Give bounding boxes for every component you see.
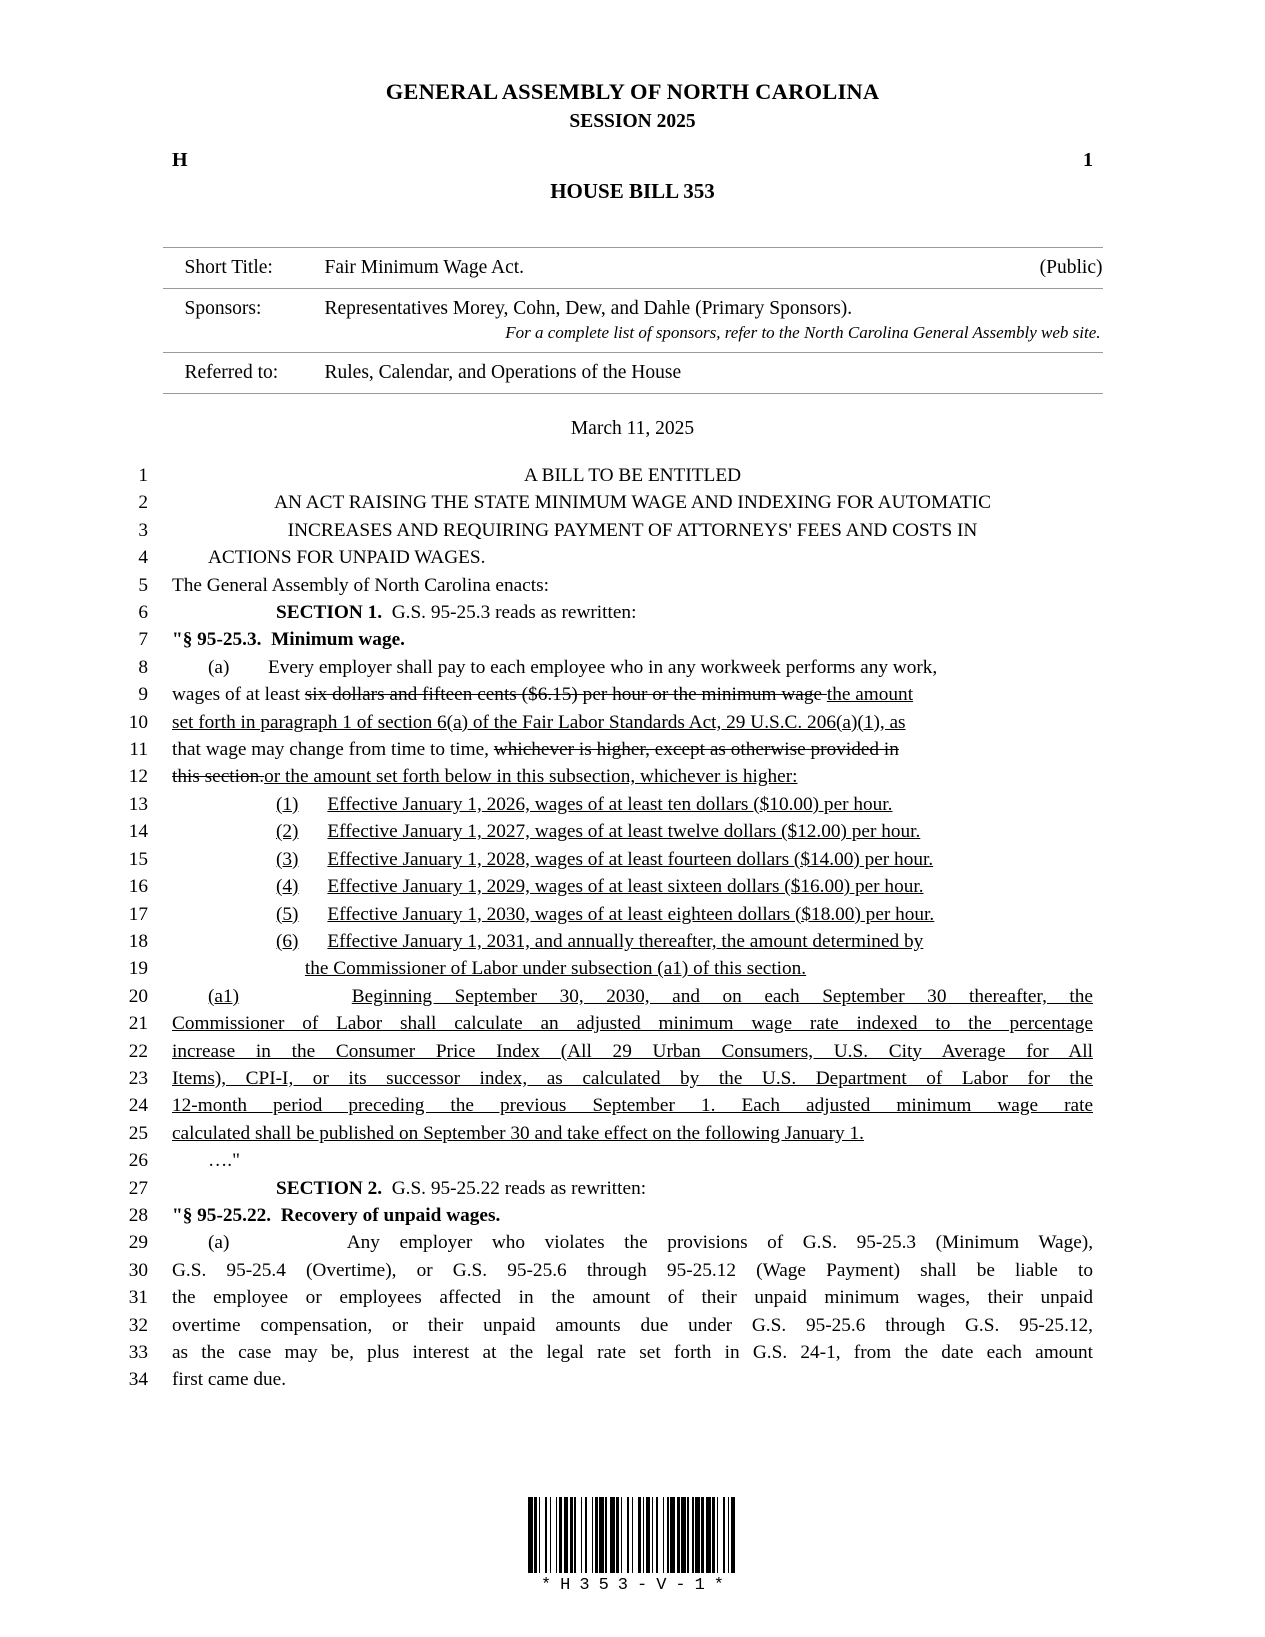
subsection-a1-text: Beginning September 30, 2030, and on each September 30 thereafter, the [351, 985, 1093, 1007]
bill-line [0, 517, 1265, 544]
bill-line [0, 1284, 1265, 1311]
sponsors-note: For a complete list of sponsors, refer to the North Carolina General Assembly web site. [505, 323, 1101, 343]
subsection-a1-text: calculated shall be published on September 30 and take effect on the following January 1. [172, 1122, 864, 1144]
subsection-a1-text: increase in the Consumer Price Index (All 29 Urban Consumers, U.S. City Average for All [172, 1040, 1093, 1062]
session-title: SESSION 2025 [569, 110, 696, 132]
public-badge: (Public) [1039, 257, 1103, 279]
subdivision-marker: (4) [276, 876, 299, 898]
sponsors-label: Sponsors: [184, 298, 262, 320]
recovery-subsection-a-text: as the case may be, plus interest at the legal rate set forth in G.S. 24-1, from the date each amount [172, 1342, 1093, 1364]
subdivision-marker: (1) [276, 793, 299, 815]
amended-text-line [172, 763, 1093, 790]
subdivision-text: Effective January 1, 2028, wages of at least fourteen dollars ($14.00) per hour. [327, 848, 934, 870]
bill-line [0, 1202, 1265, 1229]
line-number: 7 [138, 629, 148, 651]
bill-line [0, 928, 1265, 955]
barcode-image [528, 1497, 737, 1573]
amended-text-line [172, 736, 1093, 763]
line-number: 21 [128, 1013, 148, 1035]
bill-line [0, 983, 1265, 1010]
retained-text: wages of at least [172, 684, 305, 706]
line-number: 18 [128, 930, 148, 952]
line-number: 10 [128, 711, 148, 733]
line-number: 27 [128, 1177, 148, 1199]
line-number: 2 [138, 492, 148, 514]
subsection-a-line [172, 654, 1093, 681]
bill-line [0, 1229, 1265, 1256]
bill-body [0, 462, 1265, 1394]
section-2-label: SECTION 2. [276, 1177, 383, 1199]
bill-line [0, 901, 1265, 928]
subdivision-text: Effective January 1, 2030, wages of at least eighteen dollars ($18.00) per hour. [327, 903, 935, 925]
line-number: 13 [128, 793, 148, 815]
bill-line [0, 1038, 1265, 1065]
section-2-text: G.S. 95-25.22 reads as rewritten: [391, 1177, 647, 1199]
subdivision-item [172, 791, 1093, 818]
barcode-area [0, 1484, 1265, 1595]
subdivision-marker: (5) [276, 903, 299, 925]
bill-line [0, 1147, 1265, 1174]
line-number: 28 [128, 1204, 148, 1226]
line-number: 23 [128, 1067, 148, 1089]
statute-heading-95-25-3: "§ 95-25.3. Minimum wage. [172, 629, 405, 651]
line-number: 31 [128, 1287, 148, 1309]
retained-text: that wage may change from time to time, [172, 739, 494, 761]
referred-to-label: Referred to: [184, 362, 279, 384]
section-2-heading [172, 1175, 1093, 1202]
recovery-subsection-a-text: G.S. 95-25.4 (Overtime), or G.S. 95-25.6 through 95-25.12 (Wage Payment) shall be liable to [172, 1259, 1093, 1281]
subdivision-item [172, 955, 1093, 982]
line-number: 24 [128, 1095, 148, 1117]
line-number: 25 [128, 1122, 148, 1144]
bill-line [0, 681, 1265, 708]
sponsors-cell [325, 289, 1103, 353]
inserted-text: or the amount set forth below in this subsection, whichever is higher: [264, 766, 798, 788]
bill-line [0, 489, 1265, 516]
table-row-short-title [163, 248, 1103, 289]
document-header [0, 0, 1265, 204]
bill-line [0, 1339, 1265, 1366]
line-number: 20 [128, 985, 148, 1007]
recovery-subsection-a-text: first came due. [172, 1369, 287, 1391]
subdivision-text: Effective January 1, 2031, and annually thereafter, the amount determined by [327, 930, 924, 952]
sponsors-value: Representatives Morey, Cohn, Dew, and Dahle (Primary Sponsors). [324, 298, 853, 320]
line-number: 4 [138, 547, 148, 569]
bill-line [0, 763, 1265, 790]
page-number: 1 [1083, 149, 1093, 172]
short-title-cell [325, 248, 1103, 289]
bill-line [0, 544, 1265, 571]
short-title-label: Short Title: [184, 257, 273, 279]
line-number: 32 [128, 1314, 148, 1336]
referred-to-value: Rules, Calendar, and Operations of the House [324, 362, 682, 384]
bill-line [0, 626, 1265, 653]
deleted-text: whichever is higher, except as otherwise provided in [493, 739, 899, 761]
section-1-heading [172, 599, 1093, 626]
section-1-text: G.S. 95-25.3 reads as rewritten: [391, 602, 637, 624]
line-number: 29 [128, 1232, 148, 1254]
bill-line [0, 846, 1265, 873]
ellipsis-line: …." [208, 1150, 240, 1172]
subdivision-text: Effective January 1, 2029, wages of at least sixteen dollars ($16.00) per hour. [327, 876, 924, 898]
bill-line [0, 599, 1265, 626]
recovery-subsection-a-text: Any employer who violates the provisions of G.S. 95-25.3 (Minimum Wage), [346, 1232, 1094, 1254]
assembly-title: GENERAL ASSEMBLY OF NORTH CAROLINA [385, 79, 880, 104]
bill-date: March 11, 2025 [570, 418, 695, 440]
line-number: 12 [128, 766, 148, 788]
line-number: 19 [128, 958, 148, 980]
chamber-row [0, 149, 1265, 177]
subsection-a1-marker: (a1) [208, 985, 240, 1007]
bill-line [0, 791, 1265, 818]
line-number: 30 [128, 1259, 148, 1281]
line-number: 3 [138, 519, 148, 541]
subdivision-text: Effective January 1, 2026, wages of at least ten dollars ($10.00) per hour. [327, 793, 893, 815]
deleted-text: this section. [172, 766, 265, 788]
bill-line [0, 1120, 1265, 1147]
section-1-label: SECTION 1. [276, 602, 383, 624]
inserted-text: set forth in paragraph 1 of section 6(a) of the Fair Labor Standards Act, 29 U.S.C. 206(a)(1), as [172, 711, 906, 733]
bill-line [0, 955, 1265, 982]
line-number: 33 [128, 1342, 148, 1364]
short-title-value: Fair Minimum Wage Act. [324, 257, 525, 279]
subdivision-continuation-indent [172, 958, 276, 979]
amended-text-line [172, 681, 1093, 708]
bill-line [0, 1312, 1265, 1339]
recovery-subsection-a-text: the employee or employees affected in the amount of their unpaid minimum wages, their unpaid [172, 1287, 1093, 1309]
line-number: 1 [138, 465, 148, 487]
bill-to-be-entitled: A BILL TO BE ENTITLED [523, 465, 742, 487]
subsection-a-text: Every employer shall pay to each employee who in any workweek performs any work, [267, 656, 938, 678]
recovery-subsection-a-marker: (a) [208, 1232, 230, 1254]
inserted-text: the amount [826, 684, 914, 706]
bill-line [0, 1065, 1265, 1092]
line-number: 14 [128, 821, 148, 843]
act-title-line: INCREASES AND REQUIRING PAYMENT OF ATTORNEYS' FEES AND COSTS IN [287, 519, 978, 541]
enacting-clause: The General Assembly of North Carolina enacts: [172, 574, 549, 596]
line-number: 9 [138, 684, 148, 706]
subdivision-marker: (2) [276, 821, 299, 843]
recovery-subsection-a-line [172, 1229, 1093, 1256]
subdivision-text: Effective January 1, 2027, wages of at least twelve dollars ($12.00) per hour. [327, 821, 921, 843]
line-number: 5 [138, 574, 148, 596]
referred-to-cell [325, 353, 1103, 394]
bill-line [0, 1010, 1265, 1037]
deleted-text: six dollars and fifteen cents ($6.15) per hour or the minimum wage [304, 684, 827, 706]
bill-line [0, 873, 1265, 900]
line-number: 8 [138, 656, 148, 678]
statute-heading-95-25-22: "§ 95-25.22. Recovery of unpaid wages. [172, 1204, 501, 1226]
subdivision-text: the Commissioner of Labor under subsection (a1) of this section. [304, 958, 807, 980]
bill-line [0, 1366, 1265, 1393]
subdivision-marker: (3) [276, 848, 299, 870]
act-title-line: AN ACT RAISING THE STATE MINIMUM WAGE AND INDEXING FOR AUTOMATIC [274, 492, 991, 514]
table-row-sponsors [163, 289, 1103, 353]
subsection-a1-text: 12-month period preceding the previous September 1. Each adjusted minimum wage rate [172, 1095, 1093, 1117]
subdivision-item [172, 928, 1093, 955]
bill-line [0, 462, 1265, 489]
barcode-text: *H353-V-1* [540, 1576, 734, 1595]
bill-metadata-table [163, 247, 1103, 394]
page-title: HOUSE BILL 353 [550, 179, 715, 204]
bill-line [0, 818, 1265, 845]
bill-line [0, 572, 1265, 599]
line-number: 17 [128, 903, 148, 925]
line-number: 22 [128, 1040, 148, 1062]
line-number: 6 [138, 602, 148, 624]
bill-line [0, 1175, 1265, 1202]
subdivision-item [172, 873, 1093, 900]
line-number: 34 [128, 1369, 148, 1391]
subsection-a1-line [172, 983, 1093, 1010]
subdivision-marker: (6) [276, 930, 299, 952]
chamber-letter: H [172, 149, 188, 172]
subdivision-item [172, 818, 1093, 845]
line-number: 15 [128, 848, 148, 870]
act-title-line: ACTIONS FOR UNPAID WAGES. [208, 547, 486, 569]
subsection-a1-text: Items), CPI-I, or its successor index, as calculated by the U.S. Department of Labor for the [172, 1067, 1093, 1089]
line-number: 26 [128, 1150, 148, 1172]
recovery-subsection-a-text: overtime compensation, or their unpaid amounts due under G.S. 95-25.6 through G.S. 95-25.12, [172, 1314, 1093, 1336]
bill-line [0, 736, 1265, 763]
subsection-a-marker: (a) [208, 656, 230, 678]
subdivision-item [172, 901, 1093, 928]
bill-line [0, 1257, 1265, 1284]
bill-line [0, 709, 1265, 736]
line-number: 16 [128, 876, 148, 898]
subsection-a1-text: Commissioner of Labor shall calculate an adjusted minimum wage rate indexed to the percentage [172, 1013, 1093, 1035]
bill-line [0, 1092, 1265, 1119]
subdivision-item [172, 846, 1093, 873]
line-number: 11 [129, 739, 148, 761]
bill-line [0, 654, 1265, 681]
table-row-referred-to [163, 353, 1103, 394]
